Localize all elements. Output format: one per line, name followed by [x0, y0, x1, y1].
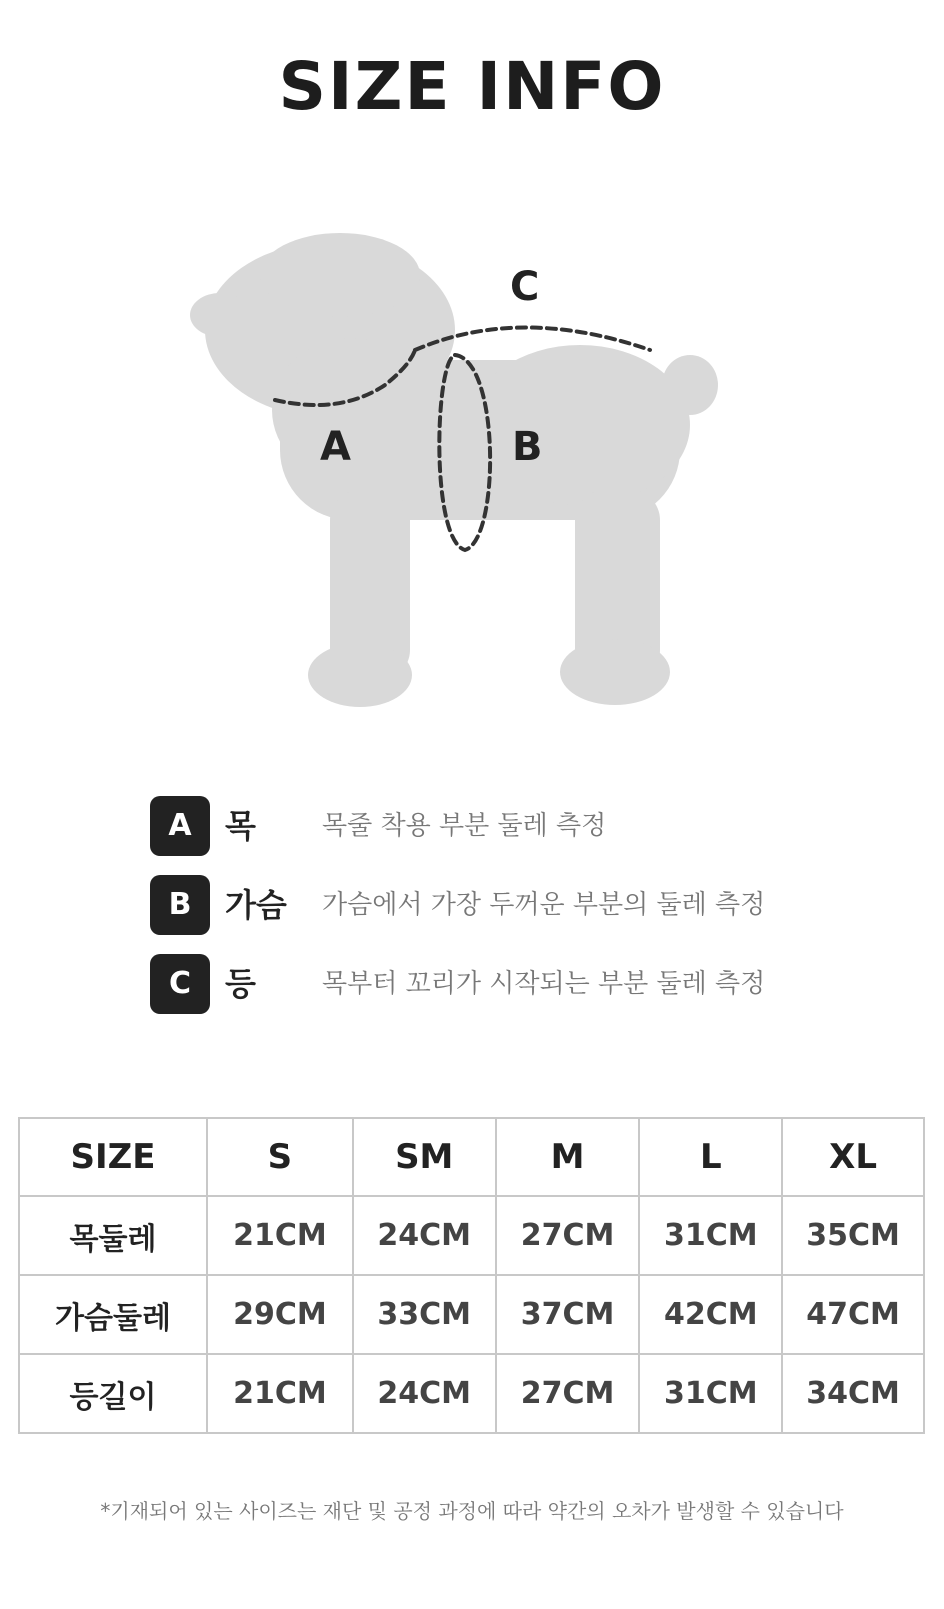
measurement-legend	[150, 796, 850, 1033]
badge-c: C	[150, 954, 210, 1014]
part-description: 목줄 착용 부분 둘레 측정	[322, 811, 607, 841]
part-description: 목부터 꼬리가 시작되는 부분 둘레 측정	[322, 969, 766, 999]
row-label: 등길이	[19, 1354, 207, 1433]
diagram-label-a: A	[320, 424, 351, 470]
header-cell: SM	[353, 1118, 496, 1196]
row-label: 목둘레	[19, 1196, 207, 1275]
page-title: SIZE INFO	[278, 48, 666, 125]
part-label: 목	[225, 807, 256, 845]
table-cell: 33CM	[353, 1275, 496, 1354]
header-cell: L	[639, 1118, 782, 1196]
legend-row-a	[150, 796, 850, 856]
table-cell: 29CM	[207, 1275, 353, 1354]
diagram-label-c: C	[510, 264, 540, 310]
table-row	[19, 1354, 924, 1433]
disclaimer-note: *기재되어 있는 사이즈는 재단 및 공정 과정에 따라 약간의 오차가 발생할 수 있습니다	[100, 1499, 844, 1523]
table-row	[19, 1275, 924, 1354]
header-cell: S	[207, 1118, 353, 1196]
table-cell: 27CM	[496, 1196, 640, 1275]
part-description: 가슴에서 가장 두꺼운 부분의 둘레 측정	[322, 890, 766, 920]
part-label: 등	[225, 965, 256, 1003]
badge-b: B	[150, 875, 210, 935]
header-cell: M	[496, 1118, 640, 1196]
table-header-row	[19, 1118, 924, 1196]
table-cell: 37CM	[496, 1275, 640, 1354]
table-cell: 31CM	[639, 1354, 782, 1433]
header-cell: SIZE	[19, 1118, 207, 1196]
size-table	[18, 1117, 925, 1434]
legend-row-b	[150, 875, 850, 935]
table-cell: 42CM	[639, 1275, 782, 1354]
diagram-label-b: B	[512, 424, 543, 470]
dog-silhouette	[190, 233, 718, 707]
row-label: 가슴둘레	[19, 1275, 207, 1354]
table-cell: 21CM	[207, 1196, 353, 1275]
table-cell: 21CM	[207, 1354, 353, 1433]
table-row	[19, 1196, 924, 1275]
part-label: 가슴	[225, 886, 287, 924]
dog-measurement-diagram	[190, 220, 750, 740]
table-cell: 35CM	[782, 1196, 924, 1275]
table-cell: 31CM	[639, 1196, 782, 1275]
table-cell: 47CM	[782, 1275, 924, 1354]
table-cell: 24CM	[353, 1196, 496, 1275]
table-cell: 24CM	[353, 1354, 496, 1433]
table-cell: 27CM	[496, 1354, 640, 1433]
table-cell: 34CM	[782, 1354, 924, 1433]
badge-a: A	[150, 796, 210, 856]
header-cell: XL	[782, 1118, 924, 1196]
legend-row-c	[150, 954, 850, 1014]
